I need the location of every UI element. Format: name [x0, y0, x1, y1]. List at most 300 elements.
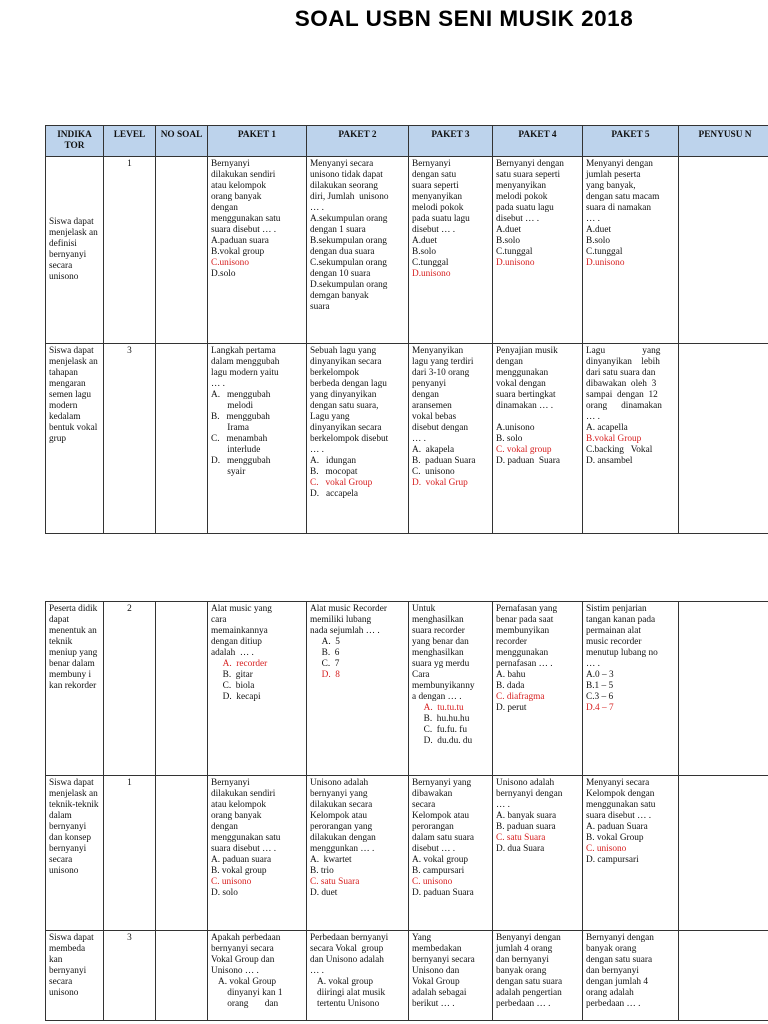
question-line: Sebuah lagu yang: [310, 345, 377, 356]
question-line: dengan ditiup: [211, 636, 262, 647]
question-line: menggunkan … .: [310, 843, 375, 854]
question-line: A. banyak suara: [496, 810, 557, 821]
question-line: nada sejumlah … .: [310, 625, 380, 636]
question-line: dengan jumlah 4: [586, 976, 648, 987]
indikator-cell: Siswa dapat menjelask an definisi bernyanyi secara unisono: [46, 156, 104, 343]
question-line: perorangan yang: [310, 821, 373, 832]
question-line: memiliki lubang: [310, 614, 372, 625]
question-line: D. kecapi: [211, 691, 261, 702]
question-line: lagu yang terdiri: [412, 356, 474, 367]
question-line: menggunakan satu: [211, 213, 281, 224]
question-line: dan bernyanyi: [586, 965, 639, 976]
question-table-1: [45, 125, 768, 534]
question-line: C.tunggal: [412, 257, 449, 268]
paket-1-question-cell: [208, 343, 307, 533]
question-line: Menyanyi dengan: [586, 158, 653, 169]
question-line: D. solo: [211, 887, 238, 898]
question-line: orang banyak: [211, 191, 262, 202]
question-line: Bernyanyi dengan: [496, 158, 564, 169]
question-line: C. biola: [211, 680, 255, 691]
paket-4-question-cell: [493, 602, 583, 776]
question-line: Bernyanyi dengan: [586, 933, 654, 943]
paket-1-question-cell: [208, 776, 307, 931]
no-soal-cell: [156, 931, 208, 1021]
penyusun-cell: [679, 776, 768, 931]
answer-key-line: D. vokal Grup: [412, 477, 468, 488]
question-line: A. vokal group: [412, 854, 469, 865]
indikator-cell: Siswa dapat membeda kan bernyanyi secara unisono: [46, 931, 104, 1021]
question-line: bernyanyi yang: [310, 788, 368, 799]
question-line: dengan: [412, 389, 439, 400]
question-line: dengan dua suara: [310, 246, 375, 257]
question-line: Unisono adalah: [310, 778, 369, 788]
question-line: dinyanyikan secara: [310, 356, 382, 367]
question-line: berikut … .: [412, 998, 455, 1009]
question-line: perbedaan … .: [586, 998, 641, 1009]
question-line: A.0 – 3: [586, 669, 614, 680]
question-line: A.duet: [586, 224, 612, 235]
question-line: melodi: [211, 400, 254, 411]
question-line: Perbedaan bernyanyi: [310, 933, 389, 943]
question-line: Menyanyi secara: [586, 778, 650, 788]
question-line: berbeda dengan lagu: [310, 378, 387, 389]
question-line: Kelompok dengan: [586, 788, 655, 799]
question-line: A.unisono: [496, 422, 535, 433]
question-line: C. fu.fu. fu: [412, 724, 468, 735]
indikator-cell: Peserta didik dapat menentuk an teknik meniup yang benar dalam membuny i kan rekorder: [46, 602, 104, 776]
question-line: A. kwartet: [310, 854, 352, 865]
question-line: Menyanyikan: [412, 345, 464, 356]
answer-key-line: C. vokal Group: [310, 477, 373, 488]
question-line: dibawakan oleh 3: [586, 378, 657, 389]
question-line: bernyanyi secara: [211, 943, 274, 954]
answer-key-line: D.4 – 7: [586, 702, 614, 713]
question-line: orang dan: [211, 998, 279, 1009]
question-line: dengan: [211, 202, 238, 213]
question-line: B. paduan suara: [496, 821, 556, 832]
penyusun-cell: [679, 602, 768, 776]
question-line: Cara: [412, 669, 430, 680]
question-line: A. vokal group: [310, 976, 374, 987]
question-line: dinyanyi kan 1: [211, 987, 283, 998]
question-line: B.solo: [412, 246, 437, 257]
header-paket-1: PAKET 1: [208, 126, 307, 157]
question-line: Kelompok atau: [310, 810, 368, 821]
question-line: membunyikan: [496, 625, 550, 636]
question-line: … .: [310, 202, 324, 213]
question-line: demgan banyak: [310, 290, 369, 301]
paket-3-question-cell: [409, 156, 493, 343]
answer-key-line: C.unisono: [211, 257, 249, 268]
level-cell: 2: [104, 602, 156, 776]
question-line: syair: [211, 466, 246, 477]
question-line: benar pada saat: [496, 614, 554, 625]
question-line: dari satu suara dan: [586, 367, 656, 378]
question-line: suara bertingkat: [496, 389, 556, 400]
level-cell: 1: [104, 776, 156, 931]
question-line: satu suara seperti: [496, 169, 561, 180]
question-line: D. duet: [310, 887, 338, 898]
level-cell: 3: [104, 343, 156, 533]
table-row: [46, 602, 768, 776]
question-line: Pernafasan yang: [496, 604, 558, 614]
question-line: D.sekumpulan orang: [310, 279, 388, 290]
question-line: … .: [211, 378, 225, 389]
question-line: A.sekumpulan orang: [310, 213, 388, 224]
answer-key-line: C. diafragma: [496, 691, 545, 702]
question-line: A. bahu: [496, 669, 526, 680]
question-line: dan bernyanyi: [496, 954, 549, 965]
question-line: menutup lubang no: [586, 647, 658, 658]
no-soal-cell: [156, 776, 208, 931]
question-line: menggunakan: [496, 367, 549, 378]
question-line: secara: [412, 799, 436, 810]
question-line: adalah sebagai: [412, 987, 467, 998]
question-line: jumlah 4 orang: [496, 943, 553, 954]
question-line: D.solo: [211, 268, 236, 279]
question-line: suara recorder: [412, 625, 465, 636]
question-line: adalah pengertian: [496, 987, 562, 998]
question-line: music recorder: [586, 636, 642, 647]
question-line: dilakukan dengan: [310, 832, 376, 843]
question-line: secara Vokal group: [310, 943, 384, 954]
question-line: orang dinamakan: [586, 400, 662, 411]
question-line: sampai dengan 12: [586, 389, 658, 400]
answer-key-line: A. recorder: [211, 658, 268, 669]
header-level: LEVEL: [104, 126, 156, 157]
question-line: unisono tidak dapat: [310, 169, 383, 180]
question-line: Lagu yang: [310, 411, 350, 422]
question-line: Untuk: [412, 604, 436, 614]
question-line: recorder: [496, 636, 527, 647]
question-line: Alat music yang: [211, 604, 272, 614]
question-line: dengan satu macam: [586, 191, 660, 202]
question-line: … .: [586, 658, 600, 669]
question-line: tangan kanan pada: [586, 614, 656, 625]
question-line: B. mocopat: [310, 466, 358, 477]
paket-3-question-cell: [409, 776, 493, 931]
answer-key-line: D. 8: [310, 669, 340, 680]
question-line: menggunakan satu: [586, 799, 656, 810]
answer-key-line: C. unisono: [586, 843, 627, 854]
paket-5-question-cell: [583, 602, 679, 776]
question-line: dinamakan … .: [496, 400, 554, 411]
question-line: suara disebut … .: [211, 843, 277, 854]
question-line: B.1 – 5: [586, 680, 614, 691]
paket-4-question-cell: [493, 931, 583, 1021]
question-line: dibawakan: [412, 788, 453, 799]
answer-key-line: C. unisono: [412, 876, 453, 887]
question-line: C.backing Vokal: [586, 444, 653, 455]
question-line: aransemen: [412, 400, 452, 411]
answer-key-line: C. vokal group: [496, 444, 552, 455]
header-indikator: INDIKA TOR: [46, 126, 104, 157]
question-line: Menyanyi secara: [310, 158, 374, 169]
question-line: B. menggubah: [211, 411, 270, 422]
question-line: suara di namakan: [586, 202, 652, 213]
question-line: B. hu.hu.hu: [412, 713, 470, 724]
answer-key-line: B.vokal Group: [586, 433, 642, 444]
paket-3-question-cell: [409, 343, 493, 533]
question-line: suara disebut … .: [586, 810, 652, 821]
question-line: Benyanyi dengan: [496, 933, 561, 943]
question-line: dinyanyikan lebih: [586, 356, 660, 367]
question-line: Unisono … .: [211, 965, 259, 976]
question-line: menggunakan satu: [211, 832, 281, 843]
question-line: dengan satu suara: [496, 976, 563, 987]
paket-4-question-cell: [493, 776, 583, 931]
header-paket-2: PAKET 2: [307, 126, 409, 157]
header-paket-4: PAKET 4: [493, 126, 583, 157]
question-line: D. paduan Suara: [496, 455, 561, 466]
question-line: menghasilkan: [412, 647, 464, 658]
question-line: dengan satu suara: [586, 954, 653, 965]
paket-1-question-cell: [208, 931, 307, 1021]
question-line: Bernyanyi: [211, 158, 250, 169]
paket-3-question-cell: [409, 931, 493, 1021]
question-line: … .: [412, 433, 426, 444]
question-line: diri, Jumlah unisono: [310, 191, 389, 202]
question-line: jumlah peserta: [586, 169, 641, 180]
question-line: pada suatu lagu: [496, 202, 554, 213]
question-line: … .: [310, 965, 324, 976]
question-line: pada suatu lagu: [412, 213, 470, 224]
answer-key-line: D.unisono: [586, 257, 625, 268]
question-line: B. solo: [496, 433, 523, 444]
question-line: D. perut: [496, 702, 527, 713]
header-paket-5: PAKET 5: [583, 126, 679, 157]
question-line: bernyanyi secara: [412, 954, 475, 965]
question-line: C.3 – 6: [586, 691, 614, 702]
question-line: C.tunggal: [586, 246, 623, 257]
level-cell: 1: [104, 156, 156, 343]
question-line: berkelompok disebut: [310, 433, 389, 444]
question-line: B. gitar: [211, 669, 253, 680]
answer-key-line: D.unisono: [412, 268, 451, 279]
question-line: Bernyanyi: [211, 778, 250, 788]
question-line: A. idungan: [310, 455, 356, 466]
question-line: dengan satu suara,: [310, 400, 379, 411]
question-line: banyak orang: [496, 965, 547, 976]
table-body-2: [46, 602, 768, 1021]
question-line: C. 7: [310, 658, 340, 669]
question-line: berkelompok: [310, 367, 360, 378]
question-line: A.paduan suara: [211, 235, 269, 246]
question-line: dengan: [211, 821, 238, 832]
question-line: disebut … .: [412, 843, 456, 854]
question-line: membedakan: [412, 943, 462, 954]
paket-3-question-cell: [409, 602, 493, 776]
paket-5-question-cell: [583, 931, 679, 1021]
no-soal-cell: [156, 602, 208, 776]
question-line: disebut … .: [496, 213, 540, 224]
answer-key-line: A. tu.tu.tu: [412, 702, 464, 713]
question-line: Sistim penjarian: [586, 604, 647, 614]
question-line: vokal bebas: [412, 411, 457, 422]
question-line: dengan 1 suara: [310, 224, 366, 235]
question-line: dalam satu suara: [412, 832, 474, 843]
question-line: D. paduan Suara: [412, 887, 474, 898]
question-line: memainkannya: [211, 625, 268, 636]
question-line: membunyikanny: [412, 680, 475, 691]
paket-4-question-cell: [493, 343, 583, 533]
question-line: orang banyak: [211, 810, 262, 821]
question-line: … .: [310, 444, 324, 455]
question-line: A. paduan suara: [211, 854, 272, 865]
no-soal-cell: [156, 343, 208, 533]
question-line: pernafasan … .: [496, 658, 553, 669]
question-line: B. vokal Group: [586, 832, 644, 843]
question-line: atau kelompok: [211, 180, 266, 191]
question-line: B.solo: [586, 235, 611, 246]
paket-2-question-cell: [307, 156, 409, 343]
question-line: A. acapella: [586, 422, 628, 433]
question-line: … .: [586, 213, 600, 224]
question-line: suara disebut … .: [211, 224, 277, 235]
answer-key-line: D.unisono: [496, 257, 535, 268]
paket-1-question-cell: [208, 602, 307, 776]
indikator-cell: Siswa dapat menjelask an tahapan mengaran semen lagu modern kedalam bentuk vokal grup: [46, 343, 104, 533]
question-line: menggunakan: [496, 647, 549, 658]
indikator-cell: Siswa dapat menjelask an teknik-teknik dalam bernyanyi dan konsep bernyanyi secara unisono: [46, 776, 104, 931]
question-line: Alat music Recorder: [310, 604, 387, 614]
header-paket-3: PAKET 3: [409, 126, 493, 157]
question-line: dinyanyikan secara: [310, 422, 382, 433]
question-line: vokal dengan: [496, 378, 546, 389]
penyusun-cell: [679, 343, 768, 533]
question-line: Apakah perbedaan: [211, 933, 281, 943]
question-line: B. campursari: [412, 865, 465, 876]
question-line: D. accapela: [310, 488, 359, 499]
question-line: A. 5: [310, 636, 340, 647]
question-line: dilakukan sendiri: [211, 788, 276, 799]
question-line: orang adalah: [586, 987, 634, 998]
question-line: dilakukan secara: [310, 799, 373, 810]
question-line: menyanyikan: [412, 191, 463, 202]
question-line: suara yg merdu: [412, 658, 470, 669]
question-line: Kelompok atau: [412, 810, 470, 821]
question-line: perbedaan … .: [496, 998, 551, 1009]
question-line: D. campursari: [586, 854, 639, 865]
paket-1-question-cell: [208, 156, 307, 343]
question-line: [496, 412, 579, 423]
paket-2-question-cell: [307, 602, 409, 776]
question-line: A.duet: [412, 235, 438, 246]
question-line: dalam menggubah: [211, 356, 280, 367]
question-line: Vokal Group dan: [211, 954, 275, 965]
question-line: menyanyikan: [496, 180, 547, 191]
question-line: suara seperti: [412, 180, 459, 191]
table-row: [46, 931, 768, 1021]
question-line: lagu modern yaitu: [211, 367, 279, 378]
paket-4-question-cell: [493, 156, 583, 343]
question-line: … .: [496, 799, 510, 810]
question-line: B.solo: [496, 235, 521, 246]
paket-2-question-cell: [307, 776, 409, 931]
question-line: B. trio: [310, 865, 334, 876]
paket-2-question-cell: [307, 931, 409, 1021]
question-line: A.duet: [496, 224, 522, 235]
table-body-1: [46, 156, 768, 533]
question-line: perorangan: [412, 821, 454, 832]
question-line: dilakukan seorang: [310, 180, 378, 191]
answer-key-line: C. unisono: [211, 876, 252, 887]
question-line: Bernyanyi: [412, 158, 451, 169]
question-line: tertentu Unisono: [310, 998, 380, 1009]
question-line: B.sekumpulan orang: [310, 235, 387, 246]
paket-2-question-cell: [307, 343, 409, 533]
question-line: yang benar dan: [412, 636, 469, 647]
table-row: [46, 776, 768, 931]
question-line: banyak orang: [586, 943, 637, 954]
question-line: Penyajian musik: [496, 345, 558, 356]
question-line: diiringi alat musik: [310, 987, 386, 998]
question-line: penyanyi: [412, 378, 447, 389]
answer-key-line: C. satu Suara: [310, 876, 360, 887]
question-line: dan Unisono adalah: [310, 954, 384, 965]
penyusun-cell: [679, 156, 768, 343]
question-line: dengan: [496, 356, 523, 367]
table-header-row: [46, 126, 768, 157]
question-line: B. vokal group: [211, 865, 267, 876]
question-line: B. dada: [496, 680, 525, 691]
question-line: Bernyanyi yang: [412, 778, 472, 788]
question-line: D. du.du. du: [412, 735, 473, 746]
table-row: [46, 343, 768, 533]
question-line: interlude: [211, 444, 261, 455]
question-line: disebut dengan: [412, 422, 469, 433]
question-line: Yang: [412, 933, 432, 943]
question-line: Vokal Group: [412, 976, 460, 987]
question-line: melodi pokok: [412, 202, 464, 213]
question-line: yang dinyanyikan: [310, 389, 377, 400]
header-penyusun: PENYUSU N: [679, 126, 768, 157]
header-no-soal: NO SOAL: [156, 126, 208, 157]
question-line: Unisono adalah: [496, 778, 555, 788]
question-line: atau kelompok: [211, 799, 266, 810]
paket-5-question-cell: [583, 776, 679, 931]
question-line: D. dua Suara: [496, 843, 545, 854]
table-row: [46, 156, 768, 343]
question-line: A. akapela: [412, 444, 455, 455]
question-table-2: [45, 601, 768, 1021]
level-cell: 3: [104, 931, 156, 1021]
question-line: bernyanyi dengan: [496, 788, 563, 799]
no-soal-cell: [156, 156, 208, 343]
question-line: disebut … .: [412, 224, 456, 235]
question-line: dari 3-10 orang: [412, 367, 470, 378]
question-line: A. vokal Group: [211, 976, 277, 987]
question-line: menghasilkan: [412, 614, 464, 625]
question-line: Unisono dan: [412, 965, 460, 976]
question-line: C.tunggal: [496, 246, 533, 257]
question-line: yang banyak,: [586, 180, 636, 191]
question-line: B. paduan Suara: [412, 455, 476, 466]
question-line: A. menggubah: [211, 389, 271, 400]
question-line: a dengan … .: [412, 691, 462, 702]
question-line: permainan alat: [586, 625, 641, 636]
question-line: dengan satu: [412, 169, 457, 180]
question-line: dengan 10 suara: [310, 268, 371, 279]
paket-5-question-cell: [583, 156, 679, 343]
question-line: D. ansambel: [586, 455, 633, 466]
question-line: A. paduan Suara: [586, 821, 648, 832]
question-line: B.vokal group: [211, 246, 265, 257]
page-title: SOAL USBN SENI MUSIK 2018: [294, 6, 634, 31]
question-line: Lagu yang: [586, 345, 661, 356]
question-line: cara: [211, 614, 227, 625]
question-line: dilakukan sendiri: [211, 169, 276, 180]
